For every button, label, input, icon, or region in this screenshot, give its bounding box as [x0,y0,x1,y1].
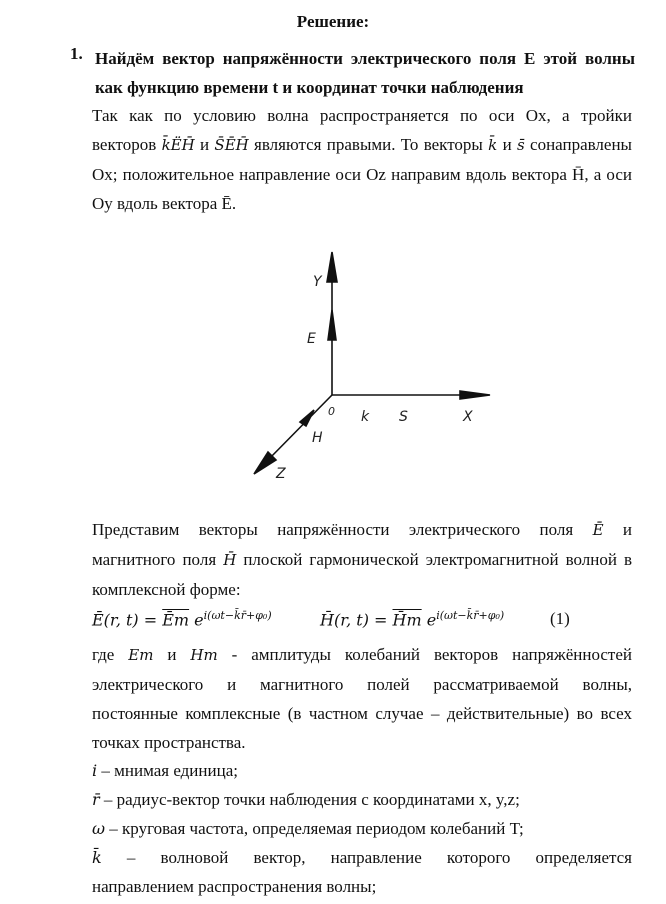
label-s: S [399,409,408,425]
section-heading [95,44,635,102]
heading-line-1: Найдём вектор напряжённости электрического поля E этой волны [95,49,635,68]
para3-line-4: точках пространства. [92,733,246,752]
definition-k-continued: направлением распространения волны; [92,877,377,896]
label-origin: 0 [328,405,335,418]
definitions-list [92,756,632,901]
heading-line-2: как функцию времени t и координат точки наблюдения [95,78,524,97]
para3-line-1: где Em и Hm - амплитуды колебаний векторов напряжённостей [92,645,632,664]
para1-line-3: Ox; положительное направление оси Oz направим вдоль вектора H̄, а оси [92,165,632,184]
para1-line-4: Oy вдоль вектора Ē. [92,194,237,213]
triple-kEH: k̄ËH̄ [161,136,195,154]
para3-line-3: постоянные комплексные (в частном случае – действительные) во всех [92,704,632,723]
paragraph-axes-orientation [92,101,632,218]
equation-1 [92,605,632,637]
vector-s: s̄ [517,136,525,154]
e-vector-arrow [328,310,336,340]
paragraph-complex-form [92,515,632,604]
solution-title: Решение: [296,12,370,31]
para2-line-3: комплексной форме: [92,580,241,599]
vector-E: Ē [592,521,604,539]
para2-line-1: Представим векторы напряжённости электрического поля Ē и [92,520,632,539]
label-z: Z [276,466,286,482]
equation-number: (1) [550,609,570,628]
triple-SEH: S̄ĒH̄ [214,136,249,154]
definition-r: r̄ – радиус-вектор точки наблюдения с координатами x, y,z; [92,790,520,809]
definition-k: k̄ – волновой вектор, направление которого определяется [92,848,632,867]
coordinate-axes-diagram [230,240,510,490]
definition-i: i – мнимая единица; [92,761,238,780]
y-axis-arrow [327,252,337,282]
paragraph-amplitudes [92,640,632,757]
z-axis-line [266,395,332,462]
h-vector-arrow [300,410,314,426]
section-number: 1. [70,44,83,63]
label-y: Y [313,274,322,290]
vector-k: k̄ [488,136,498,154]
label-k: k [361,409,370,425]
formula-e-field: Ē(r, $t) = \overline{Ēm}$ $e^{i(\omega t-k̄r̄+\varphi_0)}$ [92,609,272,630]
para1-line-1: Так как по условию волна распространяется по оси Ox, а тройки [92,106,632,125]
label-e: E [307,331,316,347]
vector-H: H̄ [223,551,237,569]
formula-h-field: H̄(r, t) = H̄m $e^{i(\omega t-k̄r̄+\varphi_0)}$ [320,609,505,630]
para2-line-2: магнитного поля H̄ плоской гармонической электромагнитной волной в [92,550,633,569]
label-h: H [312,430,323,446]
label-x: X [463,409,473,425]
para1-line-2: векторов k̄ËH̄ и S̄ĒH̄ являются правыми. То векторы k̄ и s̄ сонаправлены [92,135,632,154]
x-axis-arrow [460,391,490,399]
para3-line-2: электрического и магнитного полей рассматриваемой волны, [92,675,632,694]
definition-omega: ω – круговая частота, определяемая периодом колебаний T; [92,819,524,838]
